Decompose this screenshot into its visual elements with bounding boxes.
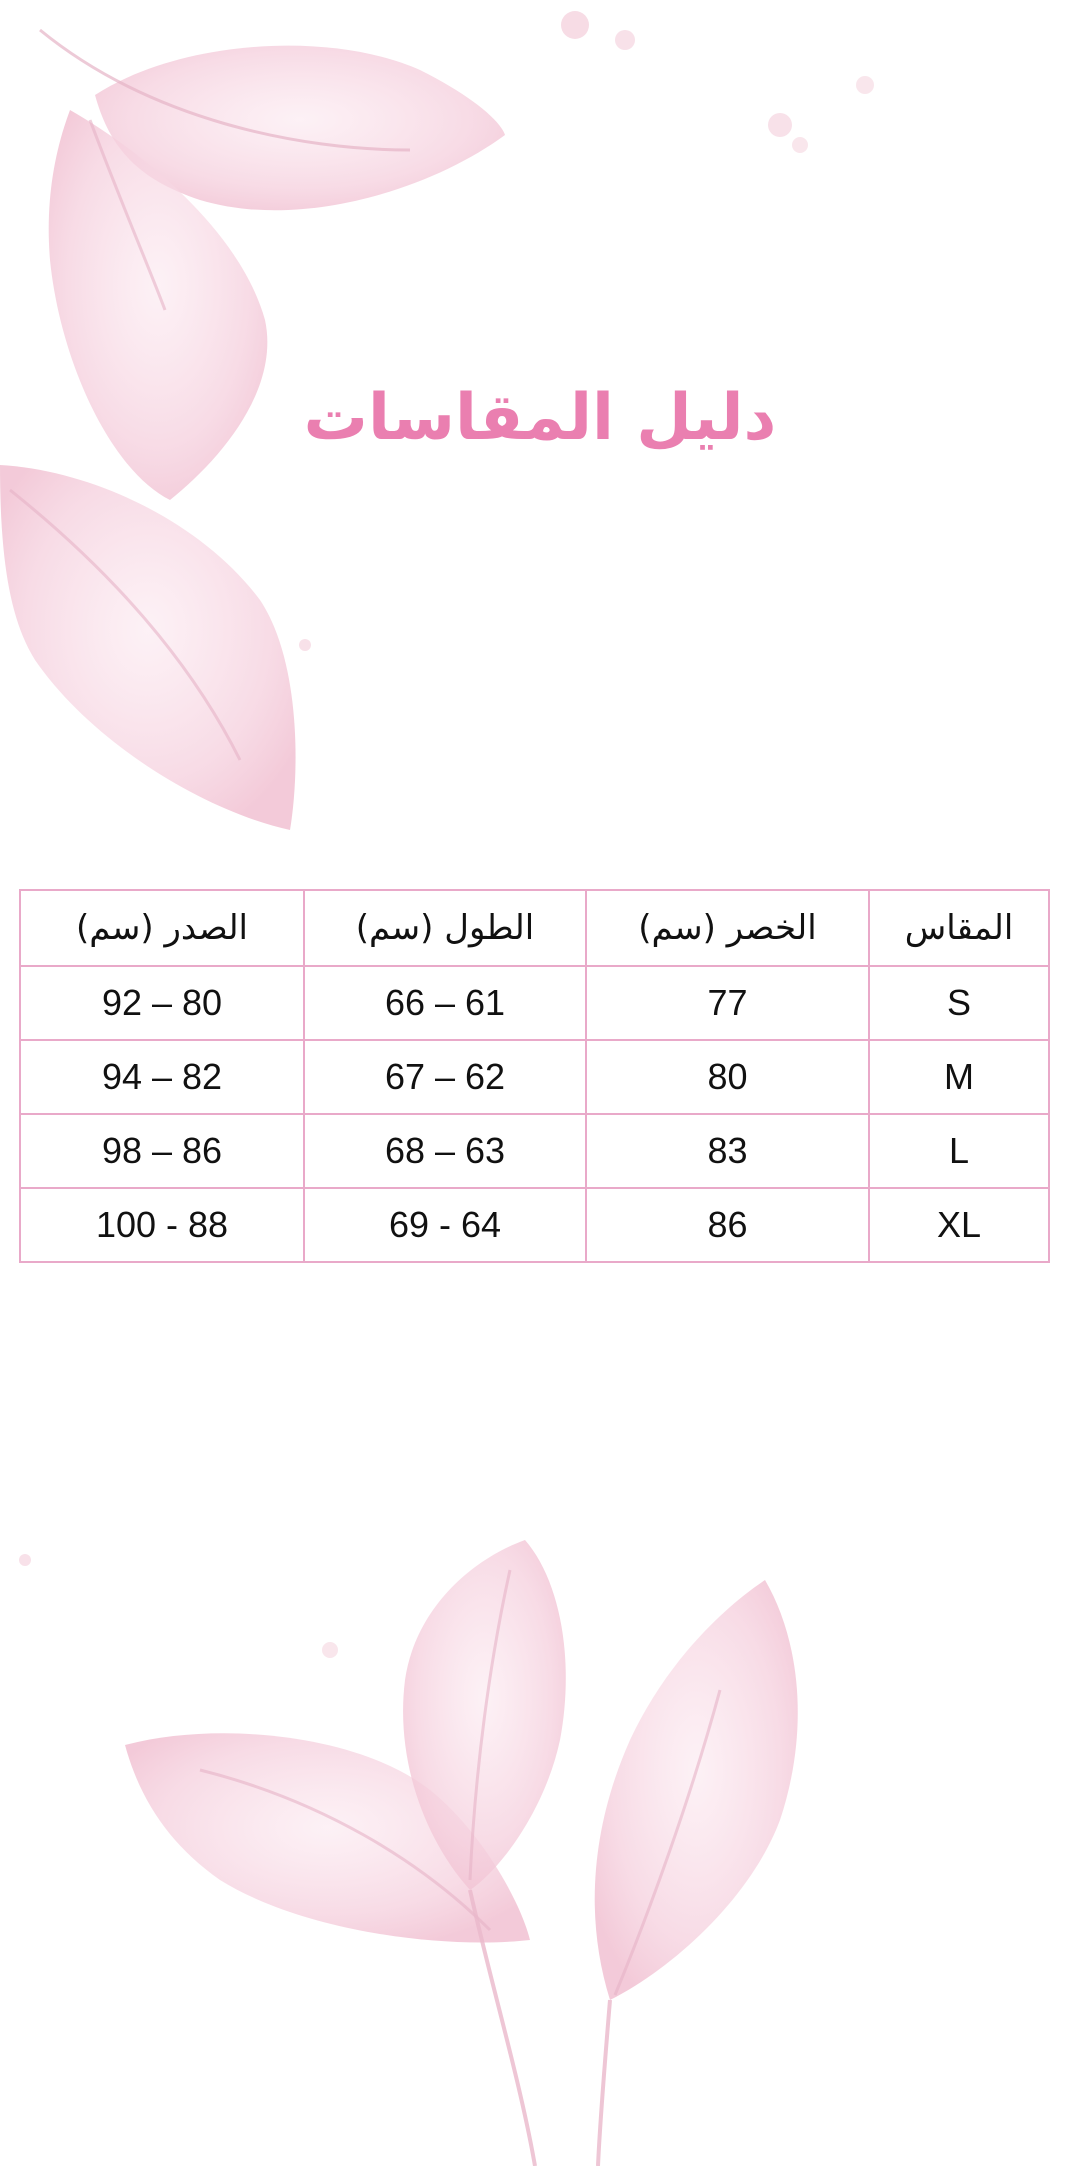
cell-size: M (869, 1040, 1049, 1114)
paint-dot (322, 1642, 338, 1658)
cell-length: 67 – 62 (304, 1040, 586, 1114)
bottom-leaves-icon (19, 1540, 798, 2166)
table-row (20, 966, 1049, 1040)
paint-dot (299, 639, 311, 651)
cell-waist: 80 (586, 1040, 869, 1114)
cell-waist: 77 (586, 966, 869, 1040)
cell-length: 68 – 63 (304, 1114, 586, 1188)
cell-length: 69 - 64 (304, 1188, 586, 1262)
header-size: المقاس (869, 890, 1049, 966)
table-header-row (20, 890, 1049, 966)
paint-dot (792, 137, 808, 153)
header-waist: الخصر (سم) (586, 890, 869, 966)
cell-bust: 98 – 86 (20, 1114, 304, 1188)
cell-bust: 100 - 88 (20, 1188, 304, 1262)
paint-dot (768, 113, 792, 137)
cell-length: 66 – 61 (304, 966, 586, 1040)
leaf-shape (595, 1580, 798, 2000)
cell-bust: 92 – 80 (20, 966, 304, 1040)
header-bust: الصدر (سم) (20, 890, 304, 966)
header-length: الطول (سم) (304, 890, 586, 966)
table-row (20, 1188, 1049, 1262)
cell-size: L (869, 1114, 1049, 1188)
leaf-stem (598, 2000, 610, 2166)
cell-size: XL (869, 1188, 1049, 1262)
table-row (20, 1040, 1049, 1114)
cell-bust: 94 – 82 (20, 1040, 304, 1114)
paint-dot (856, 76, 874, 94)
paint-dot (19, 1554, 31, 1566)
table-row (20, 1114, 1049, 1188)
cell-waist: 86 (586, 1188, 869, 1262)
cell-waist: 83 (586, 1114, 869, 1188)
page-title: دليل المقاسات (303, 381, 777, 455)
paint-dot (615, 30, 635, 50)
cell-size: S (869, 966, 1049, 1040)
size-chart-table (19, 889, 1050, 1263)
paint-dot (561, 11, 589, 39)
